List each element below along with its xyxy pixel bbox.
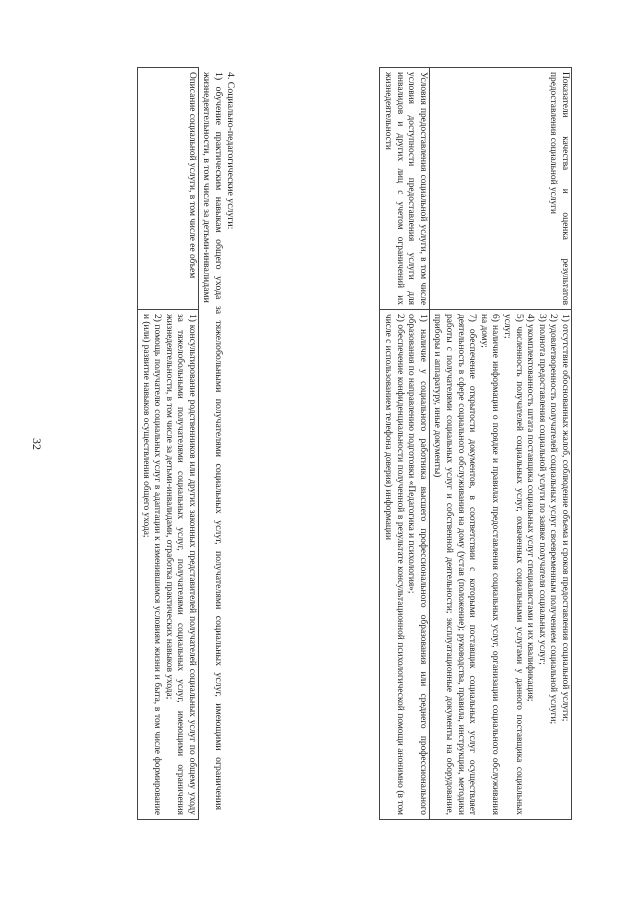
list-item: 4) укомплектованность штата поставщика социальных услуг специалистами и их квалификация; (525, 314, 536, 702)
page-number: 32 (30, 438, 44, 450)
section-heading: 4. Социально-педагогические услуги: (225, 72, 236, 230)
table-row (138, 68, 199, 820)
row-label-conditions: Условия предоставления социальной услуги, в том числе условия доступности предоставления услуги для инвалидов и других лиц с учетом ограничений их жизнедеятельности (380, 68, 429, 310)
list-item: 1) наличие у социального работника высшего профессионального образования или среднего профессионального образования по направлению подготовки «Педагогика и психология»; (406, 314, 428, 815)
row-content-description (138, 310, 199, 820)
service-description-table (137, 67, 199, 820)
list-item: 2) удовлетворенность получателей социальных услуг своевременным получением социальной услуги; (548, 314, 559, 725)
list-item: 1) консультирование родственников или других законных представителей получателей социальных услуг по общему уходу за тяжелобольными получателями социальных услуг, получателями социальных услуг, имеющими ограничения жизнедеятельности, в том числе за детьми-инвалидами, отработка практических навыков ухода; (163, 314, 197, 815)
service-title: 1) обучение практическим навыкам общего ухода за тяжелобольными получателями социальных услуг, получателями социальных услуг, имеющими ограничения жизнедеятельности, в том числе за детьми-инвалидами (201, 72, 224, 810)
list-item: 5) численность получателей социальных услуг, охваченных социальными услугами у данного поставщика социальных услуг; (502, 314, 524, 815)
table-row (429, 68, 571, 820)
table-row (380, 68, 429, 820)
quality-conditions-table (380, 67, 573, 820)
list-item: 2) помощь получателю социальных услуг в адаптации к изменившимся условиям жизни и быта, в том числе формирование и (или) развитие навыков осуществления общего ухода; (140, 314, 163, 815)
list-item: 7) обеспечение открытости документов, в соответствии с которыми поставщик социальных услуг осуществляет деятельность в сфере социального обслуживания на дому (устав (положение); руководства, правила, инструкции, методики работы с получателями социальных услуг и собственной деятельности; эксплуатационные документы на оборудование, приборы и аппаратуру, иные документы) (432, 314, 478, 815)
list-item: 2) обеспечение конфиденциальности полученной в результате консультационной психологической помощи анонимно (в том числе с использованием телефона доверия) информации (383, 314, 405, 815)
list-item: 6) наличие информации о порядке и правилах предоставления социальных услуг, организации социального обслуживания на дому; (478, 314, 501, 815)
row-content-conditions (380, 310, 429, 820)
row-content-quality (429, 310, 571, 820)
row-label-description: Описание социальной услуги, в том числе ее объем (138, 68, 199, 310)
row-label-quality: Показатели качества и оценка результатов предоставления социальной услуги (429, 68, 571, 310)
list-item: 1) отсутствие обоснованных жалоб, соблюдение объема и сроков предоставления социальной услуги; (560, 314, 570, 722)
list-item: 3) полнота предоставления социальной услуги по заявке получателя социальных услуг; (536, 314, 547, 665)
